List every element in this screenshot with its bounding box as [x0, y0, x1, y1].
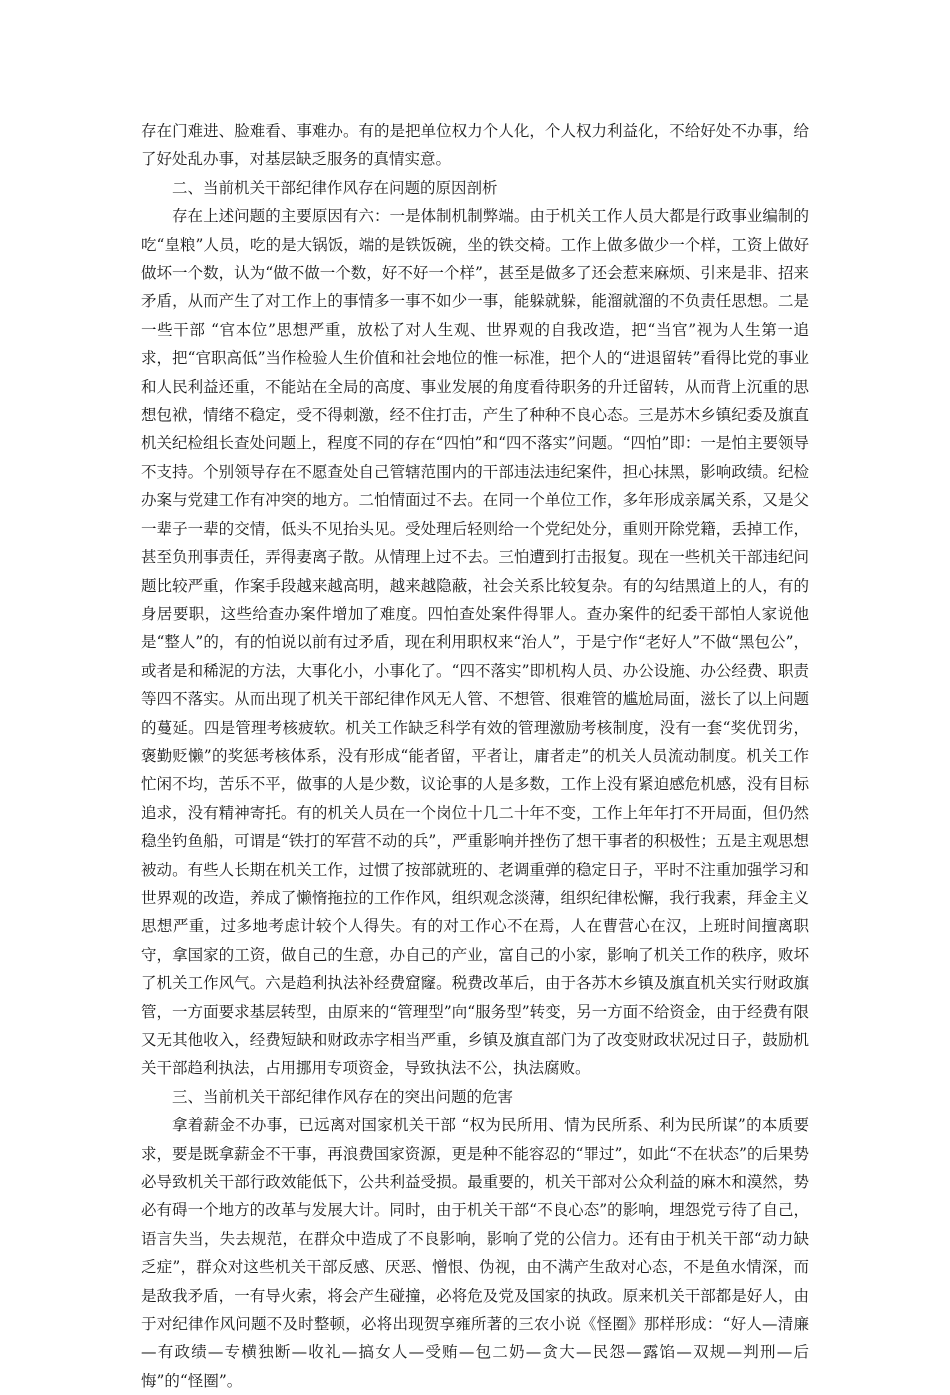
body-paragraph-1: 存在门难进、脸难看、事难办。有的是把单位权力个人化，个人权力利益化，不给好处不办事，给了好处乱办事，对基层缺乏服务的真情实意。 — [141, 122, 809, 169]
body-paragraph-2: 存在上述问题的主要原因有六：一是体制机制弊端。由于机关工作人员大都是行政事业编制的吃“皇粮”人员，吃的是大锅饭，端的是铁饭碗，坐的铁交椅。工作上做多做少一个样，工资上做好做坏一个数，认为“做不做一个数，好不好一个样”，甚至是做多了还会惹来麻烦、引来是非、招来矛盾，从而产生了对工作上的事情多一事不如少一事，能躲就躲，能溜就溜的不负责任思想。二是一些干部 “官本位”思想严重，放松了对人生观、世界观的自我改造，把“当官”视为人生第一追求，把“官职高低”当作检验人生价值和社会地位的惟一标准，把个人的“进退留转”看得比党的事业和人民利益还重，不能站在全局的高度、事业发展的角度看待职务的升迁留转，从而背上沉重的思想包袱，情绪不稳定，受不得刺激，经不住打击，产生了种种不良心态。三是苏木乡镇纪委及旗直机关纪检组长查处问题上，程度不同的存在“四怕”和“四不落实”问题。“四怕”即：一是怕主要领导不支持。个别领导存在不愿查处自己管辖范围内的干部违法违纪案件，担心抹黑，影响政绩。纪检办案与党建工作有冲突的地方。二怕情面过不去。在同一个单位工作，多年形成亲属关系，又是父一辈子一辈的交情，低头不见抬头见。受处理后轻则给一个党纪处分，重则开除党籍，丢掉工作，甚至负刑事责任，弄得妻离子散。从情理上过不去。三怕遭到打击报复。现在一些机关干部违纪问题比较严重，作案手段越来越高明，越来越隐蔽，社会关系比较复杂。有的勾结黑道上的人，有的身居要职，这些给查办案件增加了难度。四怕查处案件得罪人。查办案件的纪委干部怕人家说他是“整人”的，有的怕说以前有过矛盾，现在利用职权来“治人”，于是宁作“老好人”不做“黑包公”，或者是和稀泥的方法，大事化小，小事化了。“四不落实”即机构人员、办公设施、办公经费、职责等四不落实。从而出现了机关干部纪律作风无人管、不想管、很难管的尴尬局面，滋长了以上问题的蔓延。四是管理考核疲软。机关工作缺乏科学有效的管理激励考核制度，没有一套“奖优罚劣，褒勤贬懒”的奖惩考核体系，没有形成“能者留，平者让，庸者走”的机关人员流动制度。机关工作忙闲不均，苦乐不平，做事的人是少数，议论事的人是多数，工作上没有紧迫感危机感，没有目标追求，没有精神寄托。有的机关人员在一个岗位十几二十年不变，工作上年年打不开局面，但仍然稳坐钓鱼船，可谓是“铁打的军营不动的兵”，严重影响并挫伤了想干事者的积极性；五是主观思想被动。有些人长期在机关工作，过惯了按部就班的、老调重弹的稳定日子，平时不注重加强学习和世界观的改造，养成了懒惰拖拉的工作作风，组织观念淡薄，组织纪律松懈，我行我素，拜金主义思想严重，过多地考虑计较个人得失。有的对工作心不在焉，人在曹营心在汉，上班时间擅离职守，拿国家的工资，做自己的生意，办自己的产业，富自己的小家，影响了机关工作的秩序，败坏了机关工作风气。六是趋利执法补经费窟窿。税费改革后，由于各苏木乡镇及旗直机关实行财政旗管，一方面要求基层转型，由原来的“管理型”向“服务型”转变，另一方面不给资金，由于经费有限又无其他收入，经费短缺和财政赤字相当严重，乡镇及旗直部门为了改变财政状况过日子，鼓励机关干部趋利执法，占用挪用专项资金，导致执法不公，执法腐败。 — [141, 207, 809, 1078]
section-heading-2: 二、当前机关干部纪律作风存在问题的原因剖析 — [172, 178, 498, 197]
document-page — [141, 117, 809, 1395]
section-heading-3: 三、当前机关干部纪律作风存在的突出问题的危害 — [172, 1087, 514, 1106]
body-paragraph-3: 拿着薪金不办事，已远离对国家机关干部 “权为民所用、情为民所系、利为民所谋”的本质要求，要是既拿薪金不干事，再浪费国家资源，更是种不能容忍的“罪过”，如此“不在状态”的后果势必导致机关干部行政效能低下，公共利益受损。最重要的，机关干部对公众利益的麻木和漠然，势必有碍一个地方的改革与发展大计。同时，由于机关干部“不良心态”的影响，埋怨党亏待了自己，语言失当，失去规范，在群众中造成了不良影响，影响了党的公信力。还有由于机关干部“动力缺乏症”，群众对这些机关干部反感、厌恶、憎恨、伪视，由不满产生敌对心态，不是鱼水情深，而是敌我矛盾，一有导火索，将会产生碰撞，必将危及党及国家的执政。原来机关干部都是好人，由于对纪律作风问题不及时整顿，必将出现贺享雍所著的三农小说《怪圈》那样形成：“好人—清廉—有政绩—专横独断—收礼—搞女人—受贿—包二奶—贪大—民怨—露馅—双规—判刑—后悔”的“怪圈”。 — [141, 1116, 809, 1390]
